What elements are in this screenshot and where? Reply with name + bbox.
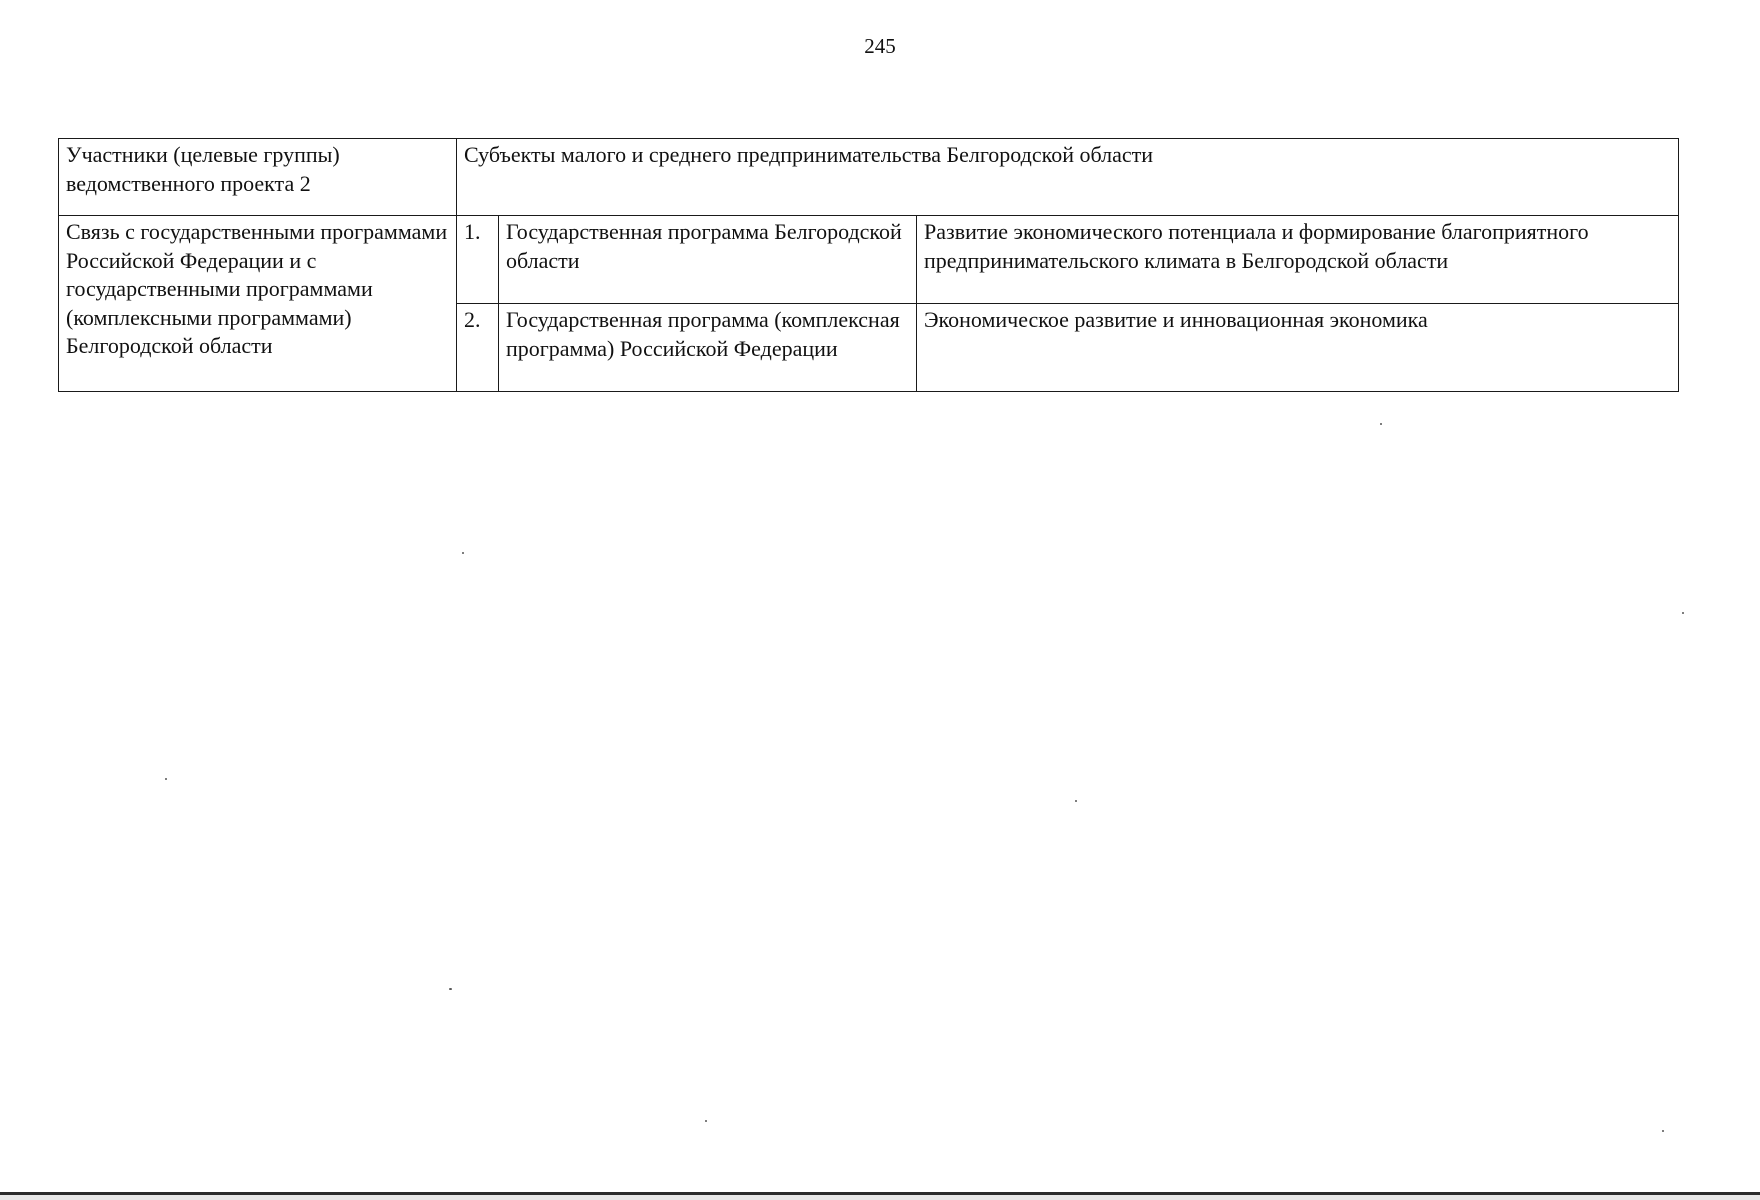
program-description: Развитие экономического потенциала и формирование благоприятного предпринимательского климата в Белгородской области	[917, 216, 1679, 304]
scan-speck	[462, 552, 464, 554]
programs-label: Связь с государственными программами Российской Федерации и с государственными программами (комплексными программами) Белгородской области	[59, 216, 457, 392]
scan-speck	[1682, 612, 1684, 614]
project-info-table	[58, 138, 1679, 392]
page-number: 245	[864, 34, 896, 58]
program-number: 1.	[457, 216, 499, 304]
scan-speck	[165, 778, 167, 780]
scan-speck	[1075, 800, 1077, 802]
scan-bottom-shadow	[0, 1195, 1760, 1200]
program-number: 2.	[457, 304, 499, 392]
scan-speck	[449, 988, 452, 990]
participants-value: Субъекты малого и среднего предпринимательства Белгородской области	[457, 139, 1679, 216]
table-row-program	[59, 216, 1679, 304]
program-description: Экономическое развитие и инновационная экономика	[917, 304, 1679, 392]
participants-label: Участники (целевые группы) ведомственного проекта 2	[59, 139, 457, 216]
scan-speck	[705, 1120, 707, 1122]
program-name: Государственная программа (комплексная программа) Российской Федерации	[499, 304, 917, 392]
scan-speck	[1380, 423, 1382, 425]
table-row-participants	[59, 139, 1679, 216]
scan-speck	[1662, 1130, 1664, 1132]
program-name: Государственная программа Белгородской области	[499, 216, 917, 304]
